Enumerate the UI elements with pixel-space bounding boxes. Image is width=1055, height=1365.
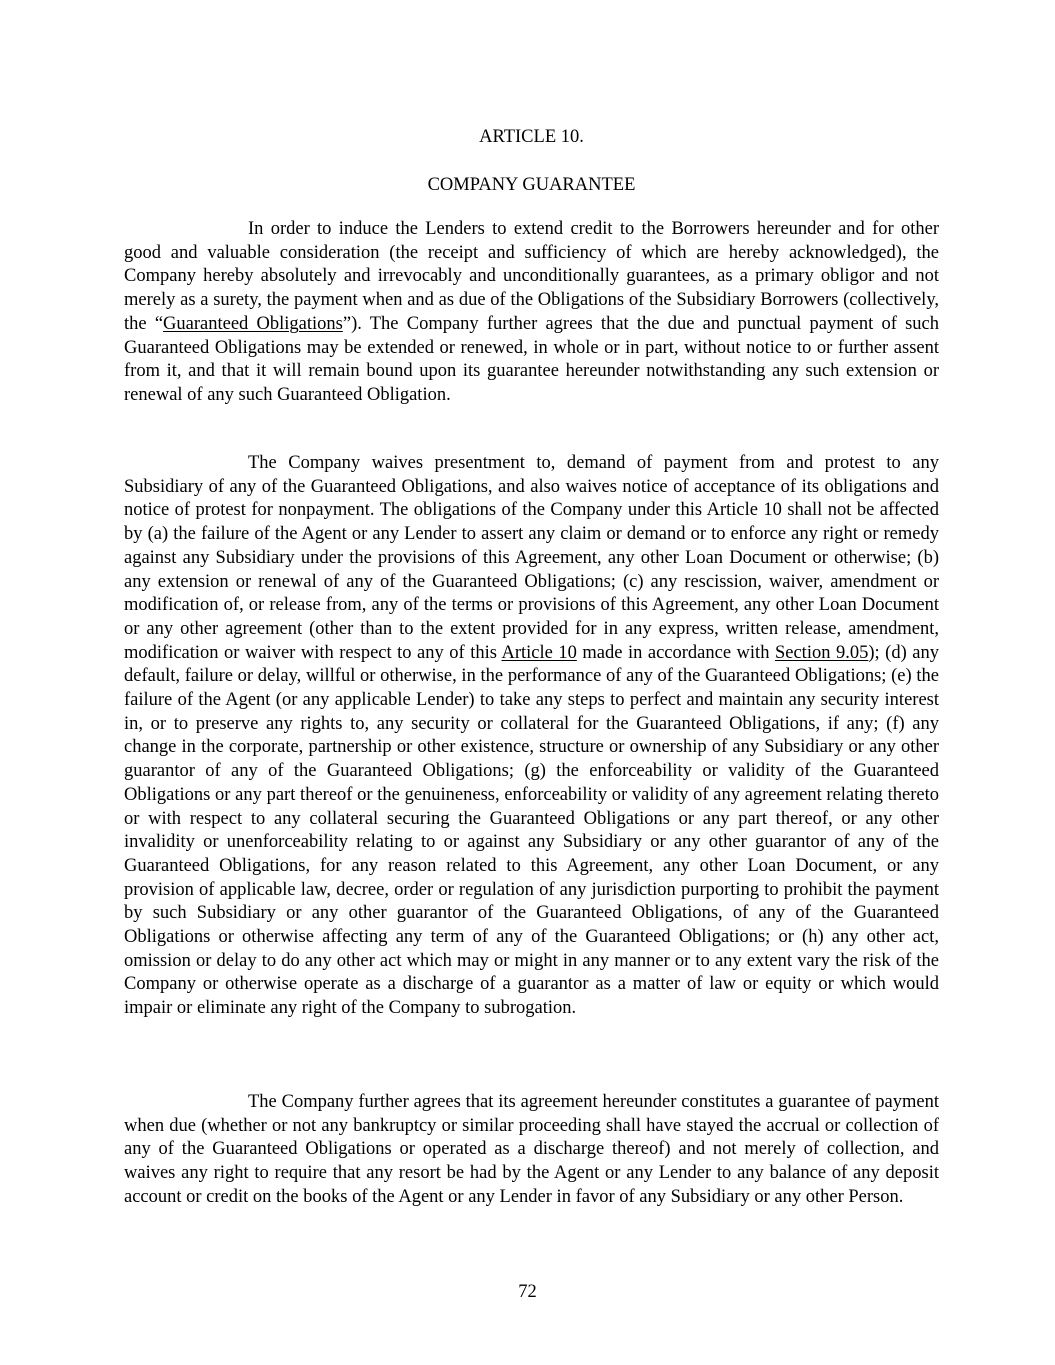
- cross-reference-article-10: Article 10: [501, 642, 577, 663]
- article-heading: ARTICLE 10.: [479, 127, 584, 147]
- section-heading: COMPANY GUARANTEE: [427, 175, 636, 195]
- paragraph-text: ); (d) any default, failure or delay, willful or otherwise, in the performance of any of the Guaranteed Obligations; (e) the failure of the Agent (or any applicable Lender) to take any steps to perfect and maintain any security interest in, or to preserve any rights to, any security or collateral for the Guaranteed Obligations, if any; (f) any change in the corporate, partnership or other existence, structure or ownership of any Subsidiary or any other guarantor of any of the Guaranteed Obligations; (g) the enforceability or validity of the Guaranteed Obligations or any part thereof or the genuineness, enforceability or validity of any agreement relating thereto or with respect to any collateral securing the Guaranteed Obligations or any part thereof, or any other invalidity or unenforceability relating to or against any Subsidiary or any other guarantor of any of the Guaranteed Obligations, for any reason related to this Agreement, any other Loan Document, or any provision of applicable law, decree, order or regulation of any jurisdiction purporting to prohibit the payment by such Subsidiary or any other guarantor of the Guaranteed Obligations, of any of the Guaranteed Obligations or otherwise affecting any term of any of the Guaranteed Obligations; or (h) any other act, omission or delay to do any other act which may or might in any manner or to any extent vary the risk of the Company or otherwise operate as a discharge of a guarantor as a matter of law or equity or which would impair or eliminate any right of the Company to subrogation.: [124, 642, 939, 1019]
- defined-term-guaranteed-obligations: Guaranteed Obligations: [163, 313, 343, 334]
- page-number: 72: [518, 1282, 537, 1302]
- paragraph-text: In order to induce the Lenders to extend credit to the Borrowers hereunder and for other good and valuable consideration (the receipt and sufficiency of which are hereby acknowledged), the Company hereby absolutely and irrevocably and unconditionally guarantees, as a primary obligor and not merely as a surety, the payment when and as due of the Obligations of the Subsidiary Borrowers (collectively, the “: [124, 219, 939, 334]
- paragraph-waivers: [124, 452, 939, 1021]
- paragraph-text: The Company waives presentment to, demand of payment from and protest to any Subsidiary of any of the Guaranteed Obligations, and also waives notice of acceptance of its obligations and notice of protest for nonpayment. The obligations of the Company under this Article 10 shall not be affected by (a) the failure of the Agent or any Lender to assert any claim or demand or to enforce any right or remedy against any Subsidiary under the provisions of this Agreement, any other Loan Document or otherwise; (b) any extension or renewal of any of the Guaranteed Obligations; (c) any rescission, waiver, amendment or modification of, or release from, any of the terms or provisions of this Agreement, any other Loan Document or any other agreement (other than to the extent provided for in any express, written release, amendment, modification or waiver with respect to any of this: [124, 453, 939, 663]
- paragraph-text: made in accordance with: [576, 642, 775, 663]
- paragraph-guarantee-of-payment: [124, 218, 939, 408]
- paragraph-guarantee-not-collection: The Company further agrees that its agreement hereunder constitutes a guarantee of payment when due (whether or not any bankruptcy or similar proceeding shall have stayed the accrual or collection of any of the Guaranteed Obligations or operated as a discharge thereof) and not merely of collection, and waives any right to require that any resort be had by the Agent or any Lender to any balance of any deposit account or credit on the books of the Agent or any Lender in favor of any Subsidiary or any other Person.: [124, 1092, 939, 1207]
- paragraph-text: ”). The Company further agrees that the due and punctual payment of such Guaranteed Obligations may be extended or renewed, in whole or in part, without notice to or further assent from it, and that it will remain bound upon its guarantee hereunder notwithstanding any such extension or renewal of any such Guaranteed Obligation.: [124, 313, 939, 405]
- cross-reference-section-9-05: Section 9.05: [774, 642, 869, 663]
